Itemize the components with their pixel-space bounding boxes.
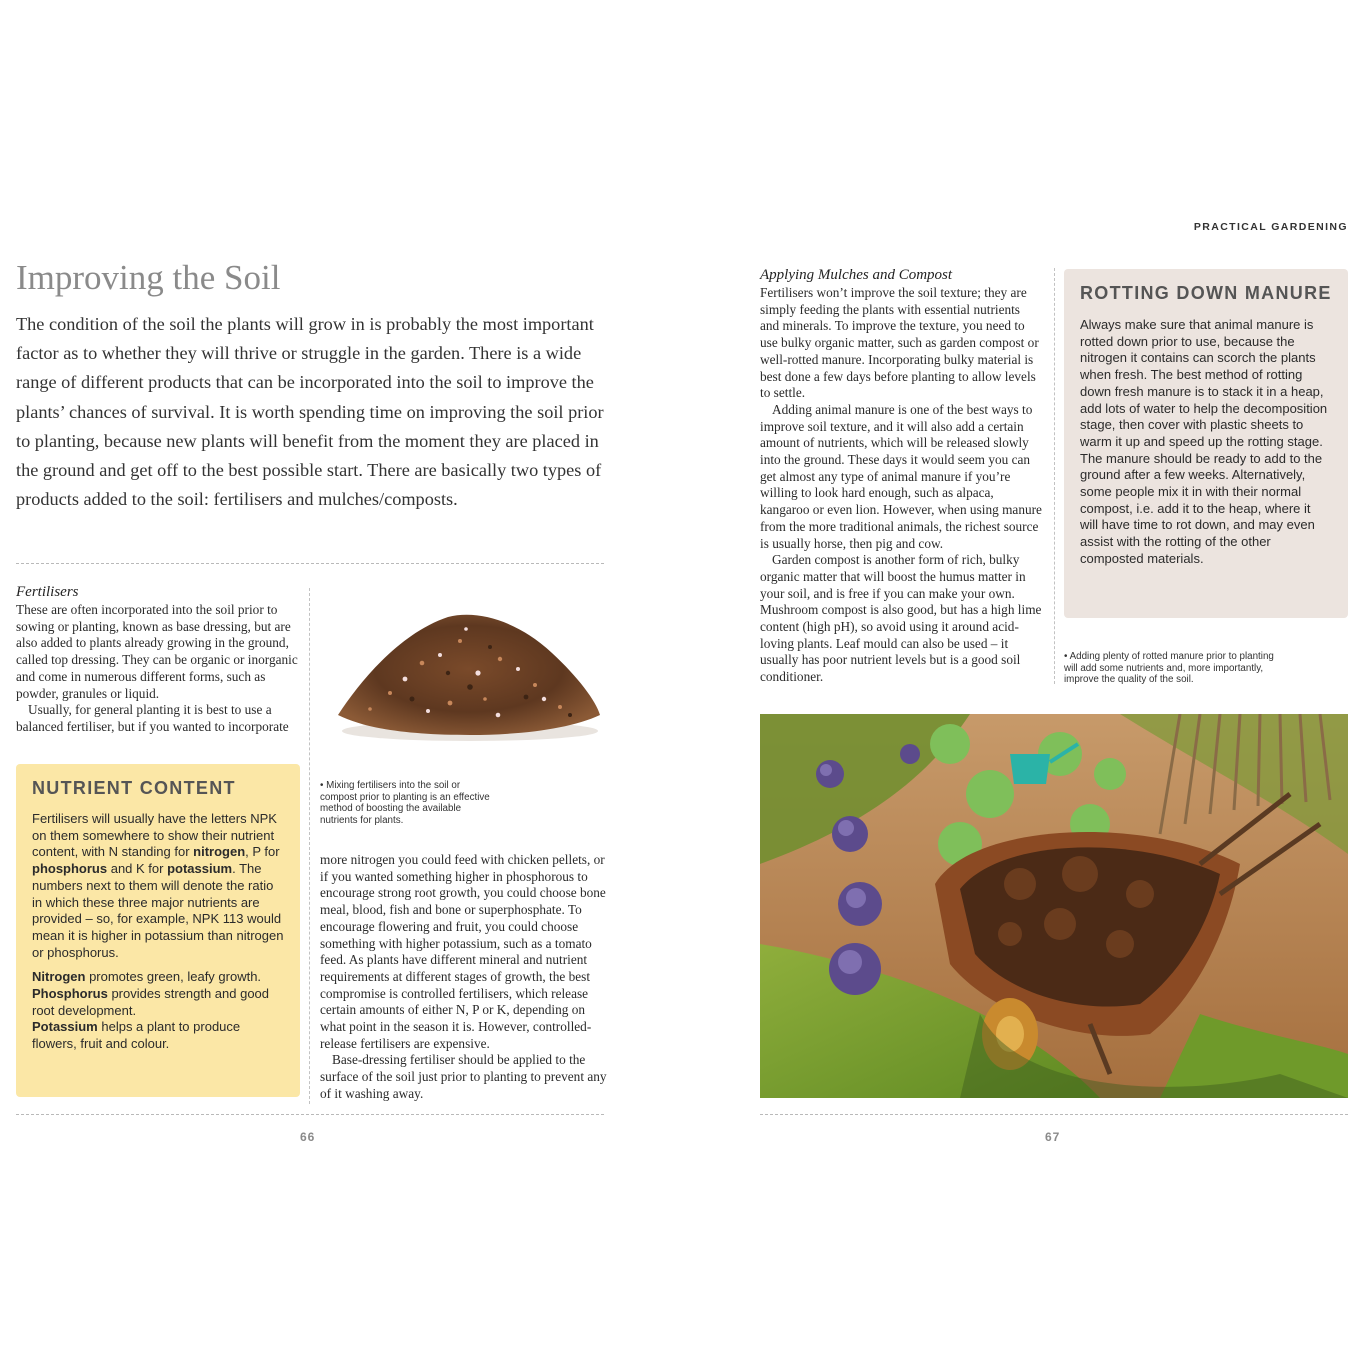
fertilisers-text — [16, 602, 304, 736]
fertilisers-para-2: Usually, for general planting it is best to use a balanced fertiliser, but if you wanted to incorporate — [16, 702, 289, 734]
rotting-manure-box — [1064, 269, 1348, 618]
nutrient-box-para-1: Fertilisers will usually have the letters NPK on them somewhere to show their nutrient content, with N standing for nitrogen, P for phosphorus and K for potassium. The numbers next to them will denote the ratio in which these three major nutrients are provided – so, for example, NPK 113 would mean it is higher in potassium than nitrogen or phosphorus. — [32, 811, 284, 960]
nitrogen-line: Nitrogen promotes green, leafy growth. — [32, 969, 262, 985]
mulch-para-3: Garden compost is another form of rich, bulky organic matter that will boost the humus matter in your soil, and is free if you can make your own. Mushroom compost is also good, but has a high lime content (high pH), so avoid using it around acid-loving plants. Leaf mould can also be used – it usually has poor nutrient levels but is a good soil conditioner. — [760, 552, 1042, 685]
page-title: Improving the Soil — [16, 258, 281, 297]
nutrient-box-text — [32, 811, 284, 1053]
phosphorus-line: Phosphorus provides strength and good root development. — [32, 986, 270, 1018]
compost-image-caption: • Mixing fertilisers into the soil or compost prior to planting is an effective method of boosting the available nutrients for plants. — [320, 780, 490, 826]
fertilisers-heading: Fertilisers — [16, 584, 79, 600]
fertilisers-para-1: These are often incorporated into the soil prior to sowing or planting, known as base dressing, but are also added to plants already growing in the ground, called top dressing. They can be organic or inorganic and come in numerous different forms, such as powder, granules or liquid. — [16, 602, 298, 701]
manure-box-text: Always make sure that animal manure is rotted down prior to use, because the nitrogen it contains can scorch the plants when fresh. The best method of rotting down fresh manure is to stack it in a heap, add lots of water to help the decomposition stage, then cover with plastic sheets to warm it up and speed up the rotting stage. The manure should be ready to add to the ground after a few weeks. Alternatively, some people mix it in with their normal compost, i.e. add it to the heap, where it will have time to rot down, and may even assist with the rotting of the other composted materials. — [1080, 317, 1328, 566]
page-number-right: 67 — [1045, 1130, 1061, 1144]
manure-caption: • Adding plenty of rotted manure prior to planting will add some nutrients and, more importantly, improve the quality of the soil. — [1064, 651, 1274, 685]
continued-para-1: more nitrogen you could feed with chicken pellets, or if you wanted something higher in phosphorous to encourage strong root growth, you could choose bone meal, blood, fish and bone or superphosphate. To encourage flowering and fruit, you could choose something with higher potassium, such as a tomato feed. As plants have different mineral and nutrient requirements at different stages of growth, the best compromise is controlled fertilisers, which release certain amounts of either N, P or K, depending on what point in the season it is. However, controlled-release fertilisers are expensive. — [320, 852, 606, 1051]
fertilisers-continued — [320, 852, 607, 1103]
mulch-text — [760, 285, 1042, 686]
footer-divider-right — [760, 1114, 1348, 1115]
potassium-line: Potassium helps a plant to produce flowers, fruit and colour. — [32, 1019, 241, 1052]
compost-pile-image — [330, 603, 605, 748]
section-divider — [16, 563, 604, 564]
column-divider — [309, 588, 310, 1104]
mulch-heading: Applying Mulches and Compost — [760, 267, 953, 283]
intro-text: The condition of the soil the plants will grow in is probably the most important factor as to whether they will thrive or struggle in the garden. There is a wide range of different products that can be incorporated into the soil to improve the plants’ chances of survival. It is worth spending time on improving the soil prior to planting, because new plants will benefit from the moment they are placed in the ground and get off to the best possible start. There are basically two types of products added to the soil: fertilisers and mulches/composts. — [16, 314, 604, 510]
column-divider-right — [1054, 268, 1055, 684]
manure-box-title: ROTTING DOWN MANURE — [1080, 283, 1332, 303]
nutrient-box-title: NUTRIENT CONTENT — [32, 778, 236, 798]
intro-paragraph — [16, 310, 616, 514]
wheelbarrow-photo — [760, 714, 1348, 1098]
continued-para-2: Base-dressing fertiliser should be applied to the surface of the soil just prior to planting to prevent any of it washing away. — [320, 1052, 607, 1101]
page-number-left: 66 — [300, 1130, 316, 1144]
mulch-para-2: Adding animal manure is one of the best ways to improve soil texture, and it will also add a certain amount of nutrients, which will be released slowly into the ground. These days it would seem you can get almost any type of animal manure if you’re willing to look hard enough, such as alpaca, kangaroo or even lion. However, when using manure from the more traditional animals, the richest source is usually horse, then pig and cow. — [760, 401, 1042, 551]
footer-divider-left — [16, 1114, 604, 1115]
running-head: PRACTICAL GARDENING — [1193, 221, 1348, 233]
mulch-para-1: Fertilisers won’t improve the soil texture; they are simply feeding the plants with essential nutrients and minerals. To improve the texture, you need to use bulky organic matter, such as garden compost or well-rotted manure. Incorporating bulky material is best done a few days before planting to allow levels to settle. — [760, 285, 1039, 401]
nutrient-content-box — [16, 764, 300, 1097]
